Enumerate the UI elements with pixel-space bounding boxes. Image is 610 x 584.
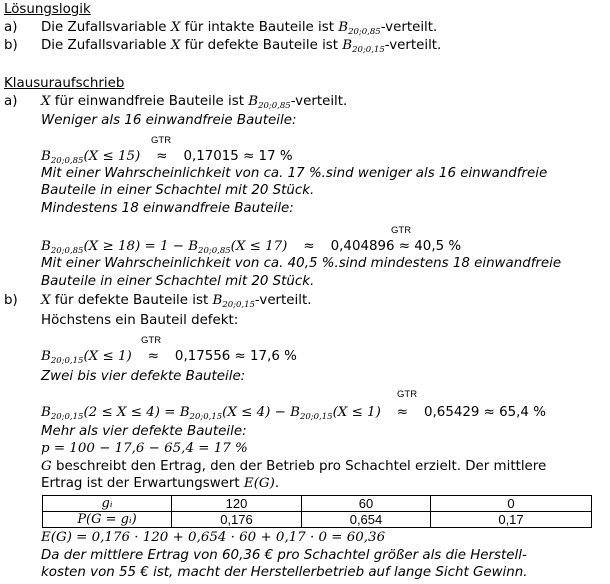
klausur-a-formula-2: $B_{20;0,85}(X \ge 18) = 1 - B_{20;0,85}(X \le 17) \approx 0,404896 \approx 40,5$ %: [41, 239, 462, 256]
klausur-a-label: a): [4, 94, 18, 109]
logic-a-text: Die Zufallsvariable X für intakte Bauteile ist $B_{20;0,85}$-verteilt.: [41, 20, 438, 37]
klausur-a-sentence-2b: Bauteile in einer Schachtel mit 20 Stück.: [41, 274, 315, 289]
klausur-a-question-2: Mindestens 18 einwandfreie Bauteile:: [41, 201, 294, 216]
distribution-table: [42, 495, 592, 528]
klausur-b-conclusion-1: Da der mittlere Ertrag von 60,36 € pro Schachtel größer als die Herstell-: [41, 548, 527, 563]
gtr-label: GTR: [141, 335, 162, 346]
klausur-a-sentence-1a: Mit einer Wahrscheinlichkeit von ca. 17 %.sind weniger als 16 einwandfreie: [41, 166, 548, 181]
klausur-b-formula-2: $B_{20;0,15}(2 \le X \le 4) = B_{20;0,15}(X \le 4) - B_{20;0,15}(X \le 1) \approx 0,65429 \approx 65,4$ %: [41, 405, 546, 422]
table-cell: 120: [172, 496, 302, 512]
table-cell: 0: [431, 496, 592, 512]
klausur-b-label: b): [4, 293, 18, 308]
gtr-label: GTR: [391, 225, 412, 236]
logic-a-label: a): [4, 20, 18, 35]
section-heading-klausur: Klausuraufschrieb: [4, 76, 125, 91]
gtr-label: GTR: [397, 389, 418, 400]
table-cell: 60: [302, 496, 431, 512]
klausur-a-formula-1: $B_{20;0,85}(X \le 15) \approx 0,17015 \approx 17$ %: [41, 149, 293, 166]
table-row: [43, 512, 592, 528]
klausur-b-conclusion-2: kosten von 55 € ist, macht der Herstellerbetrieb auf lange Sicht Gewinn.: [41, 565, 528, 580]
table-cell: 0,176: [172, 512, 302, 528]
klausur-b-question-2: Zwei bis vier defekte Bauteile:: [41, 369, 246, 384]
table-cell: 0,654: [302, 512, 431, 528]
table-cell: 0,17: [431, 512, 592, 528]
klausur-b-g-line-1: G beschreibt den Ertrag, den der Betrieb pro Schachtel erzielt. Der mittlere: [41, 459, 547, 474]
klausur-b-question-3: Mehr als vier defekte Bauteile:: [41, 424, 247, 439]
logic-b-label: b): [4, 38, 18, 53]
klausur-b-question-1: Höchstens ein Bauteil defekt:: [41, 313, 239, 328]
klausur-b-g-line-2: Ertrag ist der Erwartungswert E(G).: [41, 476, 280, 491]
section-heading-loesungslogik: Lösungslogik: [4, 2, 91, 17]
klausur-b-formula-4: E(G) = 0,176 · 120 + 0,654 · 60 + 0,17 · 0 = 60,36: [41, 530, 386, 545]
klausur-b-formula-3: p = 100 − 17,6 − 65,4 = 17 %: [41, 441, 248, 456]
table-cell: P(G = gᵢ): [43, 512, 172, 528]
klausur-a-intro: X für einwandfreie Bauteile ist $B_{20;0,85}$-verteilt.: [41, 94, 348, 111]
klausur-a-sentence-1b: Bauteile in einer Schachtel mit 20 Stück.: [41, 183, 315, 198]
logic-b-text: Die Zufallsvariable X für defekte Bauteile ist $B_{20;0,15}$-verteilt.: [41, 38, 442, 55]
klausur-b-formula-1: $B_{20;0,15}(X \le 1) \approx 0,17556 \approx 17,6$ %: [41, 349, 297, 366]
table-row: [43, 496, 592, 512]
klausur-a-question-1: Weniger als 16 einwandfreie Bauteile:: [41, 113, 297, 128]
table-cell: gᵢ: [43, 496, 172, 512]
gtr-label: GTR: [151, 135, 172, 146]
klausur-a-sentence-2a: Mit einer Wahrscheinlichkeit von ca. 40,5 %.sind mindestens 18 einwandfreie: [41, 256, 562, 271]
klausur-b-intro: X für defekte Bauteile ist $B_{20;0,15}$-verteilt.: [41, 293, 312, 310]
